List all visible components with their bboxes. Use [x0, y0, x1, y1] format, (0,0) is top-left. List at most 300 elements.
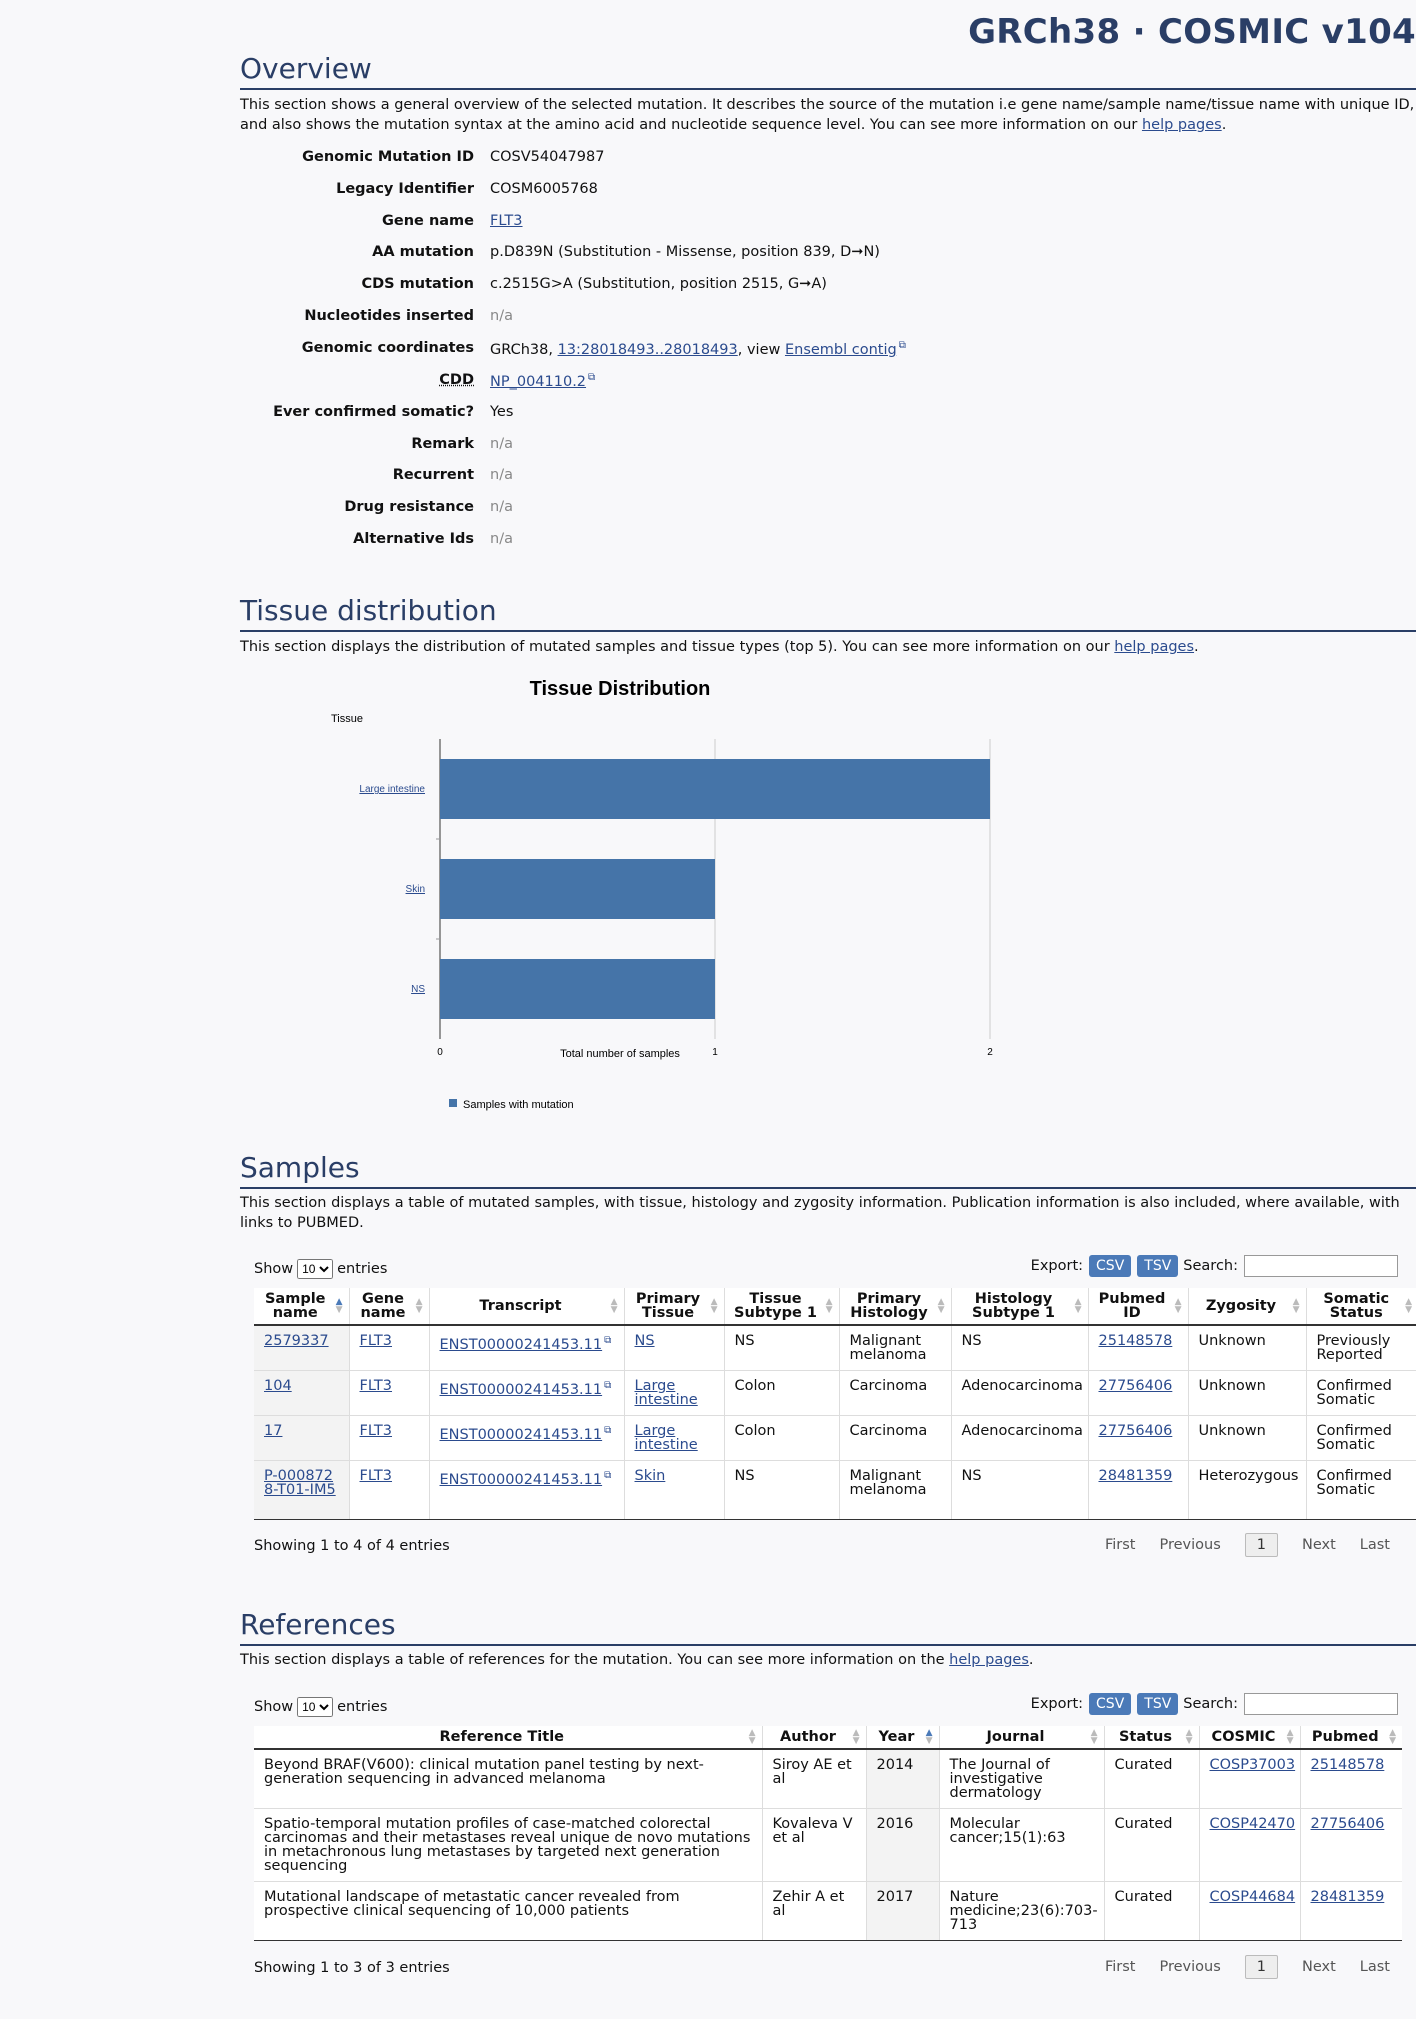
- table-cell: [839, 1461, 951, 1520]
- table-cell: [1306, 1416, 1416, 1461]
- cell-text: Unknown: [1198, 1423, 1266, 1439]
- column-header[interactable]: [254, 1288, 349, 1325]
- table-row: [254, 1749, 1402, 1809]
- samples-length-control: [254, 1259, 387, 1279]
- table-cell: [839, 1371, 951, 1416]
- external-link-icon: ⧉: [604, 1470, 612, 1481]
- field-alternative-ids: [240, 531, 1140, 555]
- field-value: n/a: [490, 499, 513, 515]
- field-gene-name: [240, 213, 1140, 237]
- references-table: [254, 1726, 1402, 1941]
- references-export-search: [1031, 1693, 1398, 1715]
- field-value: COSV54047987: [490, 149, 605, 165]
- bar[interactable]: [440, 959, 715, 1019]
- table-cell: [349, 1325, 429, 1371]
- pager-first[interactable]: First: [1104, 1959, 1136, 1975]
- cell-text: Malignant melanoma: [849, 1333, 927, 1363]
- tissue-distribution-chart: [240, 665, 1040, 1135]
- references-search-input[interactable]: [1244, 1693, 1398, 1715]
- table-cell: [1199, 1809, 1300, 1882]
- cell-text: Adenocarcinoma: [961, 1423, 1083, 1439]
- table-cell: [839, 1325, 951, 1371]
- table-cell: [254, 1325, 349, 1371]
- column-header-label: Primary Histology: [850, 1291, 928, 1321]
- field-value: p.D839N (Substitution - Missense, position 839, D➞N): [490, 244, 880, 260]
- sort-icon[interactable]: ▲ ▼: [1090, 1728, 1098, 1746]
- samples-heading: Samples: [240, 1151, 1416, 1189]
- samples-table-body: [254, 1325, 1416, 1520]
- sort-icon[interactable]: ▲ ▼: [1292, 1297, 1300, 1315]
- references-length-control: [254, 1697, 387, 1717]
- cell-text: Carcinoma: [849, 1378, 928, 1394]
- column-header[interactable]: [1306, 1288, 1416, 1325]
- column-header[interactable]: [839, 1288, 951, 1325]
- table-cell: [1300, 1749, 1402, 1809]
- field-value: n/a: [490, 531, 513, 547]
- references-info: Showing 1 to 3 of 3 entries: [254, 1960, 450, 1976]
- table-cell: [254, 1749, 762, 1809]
- field-label: AA mutation: [372, 244, 474, 260]
- table-cell: [866, 1882, 939, 1941]
- table-cell: [1104, 1809, 1199, 1882]
- table-cell: [1104, 1882, 1199, 1941]
- table-cell: [1088, 1416, 1188, 1461]
- column-header-label: Zygosity: [1205, 1298, 1277, 1314]
- cell-text: Mutational landscape of metastatic cancer revealed from prospective clinical sequencing of 10,000 patients: [264, 1889, 680, 1919]
- cell-text: Adenocarcinoma: [961, 1378, 1083, 1394]
- cell-text: Carcinoma: [849, 1423, 928, 1439]
- cell-link[interactable]: COSP42470: [1209, 1816, 1296, 1832]
- table-cell: [1088, 1371, 1188, 1416]
- table-cell: [724, 1461, 839, 1520]
- field-value: n/a: [490, 436, 513, 452]
- pager-last[interactable]: Last: [1359, 1537, 1390, 1553]
- samples-export-search: [1031, 1255, 1398, 1277]
- cell-link[interactable]: 27756406: [1098, 1378, 1173, 1394]
- table-cell: [254, 1882, 762, 1941]
- cell-text: Curated: [1114, 1889, 1173, 1905]
- column-header[interactable]: [939, 1726, 1104, 1749]
- coord-prefix: GRCh38,: [490, 341, 558, 358]
- field-value: n/a: [490, 308, 513, 324]
- field-drug-resistance: [240, 499, 1140, 523]
- sort-icon[interactable]: ▲ ▼: [710, 1297, 718, 1315]
- cell-text: NS: [961, 1468, 982, 1484]
- field-label: Legacy Identifier: [336, 181, 474, 197]
- cell-text: Curated: [1114, 1757, 1173, 1773]
- column-header[interactable]: [762, 1726, 866, 1749]
- entries-label: entries: [337, 1699, 388, 1715]
- column-header[interactable]: [866, 1726, 939, 1749]
- search-label: Search:: [1183, 1696, 1238, 1712]
- references-page-size-select[interactable]: [297, 1697, 333, 1717]
- samples-description: This section displays a table of mutated samples, with tissue, histology and zygosity information. Publication information is also included, where available, with links to PUBMED.: [240, 1195, 1400, 1231]
- cell-link[interactable]: FLT3: [359, 1468, 393, 1484]
- field-genomic-mutation-id: [240, 149, 1140, 173]
- samples-tsv-button[interactable]: TSV: [1137, 1255, 1178, 1277]
- cell-link[interactable]: 17: [264, 1423, 283, 1439]
- coordinates-link[interactable]: 13:28018493..28018493: [557, 341, 738, 358]
- column-header[interactable]: [624, 1288, 724, 1325]
- external-link-icon: ⧉: [898, 340, 906, 351]
- field-label: CDD: [439, 372, 474, 388]
- cell-link[interactable]: COSP44684: [1209, 1889, 1296, 1905]
- sort-icon[interactable]: ▲ ▼: [1174, 1297, 1182, 1315]
- overview-heading: Overview: [240, 52, 1416, 90]
- cell-link[interactable]: 27756406: [1310, 1816, 1385, 1832]
- table-cell: [349, 1416, 429, 1461]
- sort-icon[interactable]: ▲ ▼: [925, 1728, 933, 1746]
- table-cell: [1088, 1325, 1188, 1371]
- field-label: Drug resistance: [344, 499, 474, 515]
- cell-link[interactable]: Large intestine: [634, 1423, 698, 1453]
- cell-link[interactable]: FLT3: [359, 1423, 393, 1439]
- table-cell: [939, 1882, 1104, 1941]
- table-cell: [1199, 1749, 1300, 1809]
- table-cell: [254, 1461, 349, 1520]
- pager-next[interactable]: Next: [1302, 1959, 1336, 1975]
- cell-link[interactable]: ENST00000241453.11: [439, 1426, 603, 1443]
- cell-link[interactable]: ENST00000241453.11: [439, 1336, 603, 1353]
- column-header-label: Pubmed ID: [1098, 1291, 1166, 1321]
- x-tick-label: 1: [712, 1047, 718, 1058]
- pager-first[interactable]: First: [1104, 1537, 1136, 1553]
- cell-text: 2016: [876, 1816, 914, 1832]
- page-header-title: GRCh38 · COSMIC v104: [968, 12, 1416, 52]
- cell-link[interactable]: P-0008728-T01-IM5: [264, 1468, 336, 1498]
- table-cell: [349, 1371, 429, 1416]
- tissue-desc-end: .: [1194, 639, 1199, 655]
- cell-text: Confirmed Somatic: [1316, 1378, 1392, 1408]
- table-cell: [1306, 1371, 1416, 1416]
- overview-desc-end: .: [1221, 117, 1227, 133]
- table-cell: [254, 1809, 762, 1882]
- sort-icon[interactable]: ▲ ▼: [852, 1728, 860, 1746]
- table-row: [254, 1371, 1416, 1416]
- table-cell: [762, 1749, 866, 1809]
- cell-text: Spatio-temporal mutation profiles of case-matched colorectal carcinomas and their metastases reveal unique de novo mutations in metachronous lung metastases by targeted next generation sequencing: [264, 1816, 751, 1874]
- field-remark: [240, 436, 1140, 460]
- table-cell: [1188, 1416, 1306, 1461]
- column-header[interactable]: [951, 1288, 1088, 1325]
- table-cell: [1188, 1461, 1306, 1520]
- sort-icon[interactable]: ▲ ▼: [1405, 1297, 1412, 1315]
- cell-text: The Journal of investigative dermatology: [949, 1757, 1050, 1801]
- chart-x-ticks: [437, 1047, 993, 1058]
- search-label: Search:: [1183, 1258, 1238, 1274]
- table-cell: [951, 1371, 1088, 1416]
- table-cell: [254, 1371, 349, 1416]
- table-cell: [624, 1325, 724, 1371]
- pager-next[interactable]: Next: [1302, 1537, 1336, 1553]
- cdd-link[interactable]: NP_004110.2: [490, 373, 587, 390]
- table-cell: [839, 1416, 951, 1461]
- references-desc-text: This section displays a table of references for the mutation. You can see more information on the: [240, 1652, 950, 1668]
- cell-text: 2014: [876, 1757, 914, 1773]
- field-label: Recurrent: [392, 467, 474, 483]
- table-cell: [254, 1416, 349, 1461]
- table-cell: [624, 1461, 724, 1520]
- field-value: n/a: [490, 467, 513, 483]
- column-header[interactable]: [1104, 1726, 1199, 1749]
- references-desc-end: .: [1028, 1652, 1034, 1668]
- table-cell: [429, 1416, 624, 1461]
- tissue-desc-text: This section displays the distribution of mutated samples and tissue types (top 5). You can see more information on our: [240, 639, 1115, 655]
- field-label: Alternative Ids: [353, 531, 474, 547]
- table-row: [254, 1461, 1416, 1520]
- field-label: Gene name: [382, 213, 474, 229]
- y-axis-label: Tissue: [331, 713, 363, 725]
- field-label: Ever confirmed somatic?: [273, 404, 474, 420]
- table-cell: [429, 1371, 624, 1416]
- table-cell: [624, 1416, 724, 1461]
- samples-info: Showing 1 to 4 of 4 entries: [254, 1538, 450, 1554]
- show-label: Show: [254, 1699, 294, 1715]
- tissue-help-link[interactable]: help pages: [1114, 639, 1195, 655]
- field-legacy-identifier: [240, 181, 1140, 205]
- cell-text: Confirmed Somatic: [1316, 1468, 1392, 1498]
- show-label: Show: [254, 1261, 294, 1277]
- table-cell: [1199, 1882, 1300, 1941]
- samples-header-row: [254, 1288, 1416, 1325]
- column-header[interactable]: [1300, 1726, 1402, 1749]
- column-header[interactable]: [349, 1288, 429, 1325]
- bar[interactable]: [440, 859, 715, 919]
- sort-icon[interactable]: ▲ ▼: [1074, 1297, 1082, 1315]
- cell-link[interactable]: NS: [634, 1333, 655, 1349]
- pager-current-page[interactable]: 1: [1245, 1533, 1278, 1557]
- category-label-link[interactable]: NS: [411, 984, 425, 995]
- cell-link[interactable]: 25148578: [1098, 1333, 1173, 1349]
- field-cdd: [240, 372, 1140, 396]
- table-cell: [951, 1416, 1088, 1461]
- field-label: Genomic coordinates: [301, 340, 474, 356]
- external-link-icon: ⧉: [588, 372, 596, 383]
- pager-previous[interactable]: Previous: [1159, 1959, 1221, 1975]
- references-description: [240, 1650, 1416, 1670]
- references-table-controls: [254, 1693, 1398, 1721]
- legend-swatch: [449, 1099, 457, 1107]
- cell-link[interactable]: Skin: [634, 1468, 666, 1484]
- field-nucleotides-inserted: [240, 308, 1140, 332]
- column-header-label: Sample name: [264, 1291, 326, 1321]
- field-label: Remark: [411, 436, 474, 452]
- cell-text: NS: [734, 1468, 755, 1484]
- entries-label: entries: [337, 1261, 388, 1277]
- cell-link[interactable]: ENST00000241453.11: [439, 1471, 603, 1488]
- field-value: c.2515G>A (Substitution, position 2515, G➞A): [490, 276, 827, 292]
- references-header-row: [254, 1726, 1402, 1749]
- table-cell: [724, 1416, 839, 1461]
- sort-icon[interactable]: ▲ ▼: [1185, 1728, 1193, 1746]
- column-header-label: COSMIC: [1211, 1729, 1276, 1745]
- external-link-icon: ⧉: [604, 1335, 612, 1346]
- samples-page-size-select[interactable]: [297, 1259, 333, 1279]
- column-header[interactable]: [1188, 1288, 1306, 1325]
- cell-link[interactable]: 25148578: [1310, 1757, 1385, 1773]
- table-cell: [939, 1749, 1104, 1809]
- cell-link[interactable]: 28481359: [1310, 1889, 1385, 1905]
- references-pagination: [1081, 1955, 1390, 1979]
- gene-name-link[interactable]: FLT3: [490, 213, 523, 229]
- chart-bars: [440, 759, 990, 1019]
- ensembl-contig-link[interactable]: Ensembl contig: [784, 341, 897, 358]
- field-label: Genomic Mutation ID: [302, 149, 474, 165]
- cell-link[interactable]: Large intestine: [634, 1378, 698, 1408]
- overview-help-link[interactable]: help pages: [1141, 117, 1222, 133]
- references-tsv-button[interactable]: TSV: [1137, 1693, 1178, 1715]
- cell-text: Siroy AE et al: [772, 1757, 852, 1787]
- column-header[interactable]: [1199, 1726, 1300, 1749]
- tissue-heading: Tissue distribution: [240, 594, 1416, 632]
- table-row: [254, 1882, 1402, 1941]
- sort-icon[interactable]: ▲ ▼: [1389, 1728, 1396, 1746]
- column-header-label: Somatic Status: [1323, 1291, 1390, 1321]
- cell-link[interactable]: FLT3: [359, 1378, 393, 1394]
- cell-link[interactable]: 28481359: [1098, 1468, 1173, 1484]
- cell-link[interactable]: COSP37003: [1209, 1757, 1296, 1773]
- sort-icon[interactable]: ▲ ▼: [1286, 1728, 1294, 1746]
- column-header[interactable]: [254, 1726, 762, 1749]
- overview-description: [240, 95, 1416, 135]
- samples-search-input[interactable]: [1244, 1255, 1398, 1277]
- column-header[interactable]: [1088, 1288, 1188, 1325]
- column-header[interactable]: [429, 1288, 624, 1325]
- cell-link[interactable]: 2579337: [264, 1333, 329, 1349]
- cell-text: Curated: [1114, 1816, 1173, 1832]
- column-header-label: Author: [780, 1729, 836, 1745]
- column-header-label: Tissue Subtype 1: [734, 1291, 817, 1321]
- table-row: [254, 1325, 1416, 1371]
- pager-current-page[interactable]: 1: [1245, 1955, 1278, 1979]
- table-cell: [429, 1461, 624, 1520]
- samples-pagination: [1081, 1533, 1390, 1557]
- tissue-description: [240, 637, 1416, 657]
- table-cell: [1188, 1325, 1306, 1371]
- column-header-label: Gene name: [360, 1291, 406, 1321]
- table-cell: [866, 1749, 939, 1809]
- pager-previous[interactable]: Previous: [1159, 1537, 1221, 1553]
- sort-icon[interactable]: ▲ ▼: [748, 1728, 756, 1746]
- table-row: [254, 1809, 1402, 1882]
- cell-text: Unknown: [1198, 1333, 1266, 1349]
- chart-category-labels: [359, 784, 425, 995]
- export-label: Export:: [1030, 1258, 1084, 1274]
- chart-title: Tissue Distribution: [529, 678, 711, 700]
- references-table-body: [254, 1749, 1402, 1941]
- external-link-icon: ⧉: [604, 1425, 612, 1436]
- sort-icon[interactable]: ▲ ▼: [610, 1297, 618, 1315]
- samples-csv-button[interactable]: CSV: [1089, 1255, 1131, 1277]
- table-cell: [724, 1325, 839, 1371]
- field-label: CDS mutation: [361, 276, 474, 292]
- cell-text: Confirmed Somatic: [1316, 1423, 1392, 1453]
- cell-text: NS: [734, 1333, 755, 1349]
- cell-text: Previously Reported: [1316, 1333, 1391, 1363]
- category-label-link[interactable]: Large intestine: [359, 784, 425, 795]
- table-cell: [866, 1809, 939, 1882]
- samples-table-controls: [254, 1255, 1398, 1283]
- references-help-link[interactable]: help pages: [949, 1652, 1029, 1668]
- x-axis-label: Total number of samples: [560, 1048, 680, 1060]
- sort-icon[interactable]: ▲ ▼: [825, 1297, 833, 1315]
- column-header-label: Year: [878, 1729, 915, 1745]
- table-cell: [1300, 1809, 1402, 1882]
- cell-text: Heterozygous: [1198, 1468, 1299, 1484]
- table-cell: [724, 1371, 839, 1416]
- table-cell: [951, 1325, 1088, 1371]
- cell-text: Colon: [734, 1423, 776, 1439]
- column-header[interactable]: [724, 1288, 839, 1325]
- table-cell: [1188, 1371, 1306, 1416]
- sort-icon[interactable]: ▲ ▼: [937, 1297, 945, 1315]
- table-cell: [429, 1325, 624, 1371]
- cell-text: Colon: [734, 1378, 776, 1394]
- cell-link[interactable]: ENST00000241453.11: [439, 1381, 603, 1398]
- column-header-label: Status: [1118, 1729, 1173, 1745]
- cell-text: Zehir A et al: [772, 1889, 845, 1919]
- cell-link[interactable]: 104: [264, 1378, 292, 1394]
- bar[interactable]: [440, 759, 990, 819]
- column-header-label: Primary Tissue: [635, 1291, 701, 1321]
- sort-icon[interactable]: ▲ ▼: [415, 1297, 423, 1315]
- table-cell: [762, 1882, 866, 1941]
- table-cell: [349, 1461, 429, 1520]
- samples-table: [254, 1288, 1416, 1520]
- sort-icon[interactable]: ▲ ▼: [335, 1297, 343, 1315]
- cell-text: NS: [961, 1333, 982, 1349]
- field-value: Yes: [490, 404, 514, 420]
- legend-label: Samples with mutation: [463, 1099, 574, 1111]
- cell-link[interactable]: FLT3: [359, 1333, 393, 1349]
- table-cell: [624, 1371, 724, 1416]
- cell-text: Beyond BRAF(V600): clinical mutation panel testing by next-generation sequencing in advanced melanoma: [264, 1757, 704, 1787]
- x-tick-label: 0: [437, 1047, 443, 1058]
- table-row: [254, 1416, 1416, 1461]
- field-ever-confirmed: [240, 404, 1140, 428]
- table-cell: [1300, 1882, 1402, 1941]
- overview-desc-text: This section shows a general overview of the selected mutation. It describes the source of the mutation i.e gene name/sample name/tissue name with unique ID, and also shows the mutation syntax at the amino acid and nucleotide sequence level. You can see more information on our: [240, 97, 1415, 133]
- field-recurrent: [240, 467, 1140, 491]
- cell-text: 2017: [876, 1889, 914, 1905]
- cell-text: Molecular cancer;15(1):63: [949, 1816, 1066, 1846]
- cell-text: Kovaleva V et al: [772, 1816, 853, 1846]
- cell-text: Nature medicine;23(6):703-713: [949, 1889, 1098, 1933]
- field-genomic-coordinates: [240, 340, 1140, 364]
- column-header-label: Histology Subtype 1: [972, 1291, 1055, 1321]
- field-label: Nucleotides inserted: [304, 308, 474, 324]
- pager-last[interactable]: Last: [1359, 1959, 1390, 1975]
- column-header-label: Reference Title: [439, 1729, 565, 1745]
- cell-text: Malignant melanoma: [849, 1468, 927, 1498]
- category-label-link[interactable]: Skin: [405, 884, 425, 895]
- coord-middle: , view: [737, 341, 785, 358]
- cell-link[interactable]: 27756406: [1098, 1423, 1173, 1439]
- column-header-label: Journal: [986, 1729, 1045, 1745]
- table-cell: [939, 1809, 1104, 1882]
- column-header-label: Transcript: [479, 1298, 562, 1314]
- table-cell: [762, 1809, 866, 1882]
- references-csv-button[interactable]: CSV: [1089, 1693, 1131, 1715]
- references-heading: References: [240, 1608, 1416, 1646]
- export-label: Export:: [1030, 1696, 1084, 1712]
- field-aa-mutation: [240, 244, 1140, 268]
- column-header-label: Pubmed: [1311, 1729, 1379, 1745]
- field-cds-mutation: [240, 276, 1140, 300]
- table-cell: [1104, 1749, 1199, 1809]
- table-cell: [1306, 1461, 1416, 1520]
- table-cell: [1088, 1461, 1188, 1520]
